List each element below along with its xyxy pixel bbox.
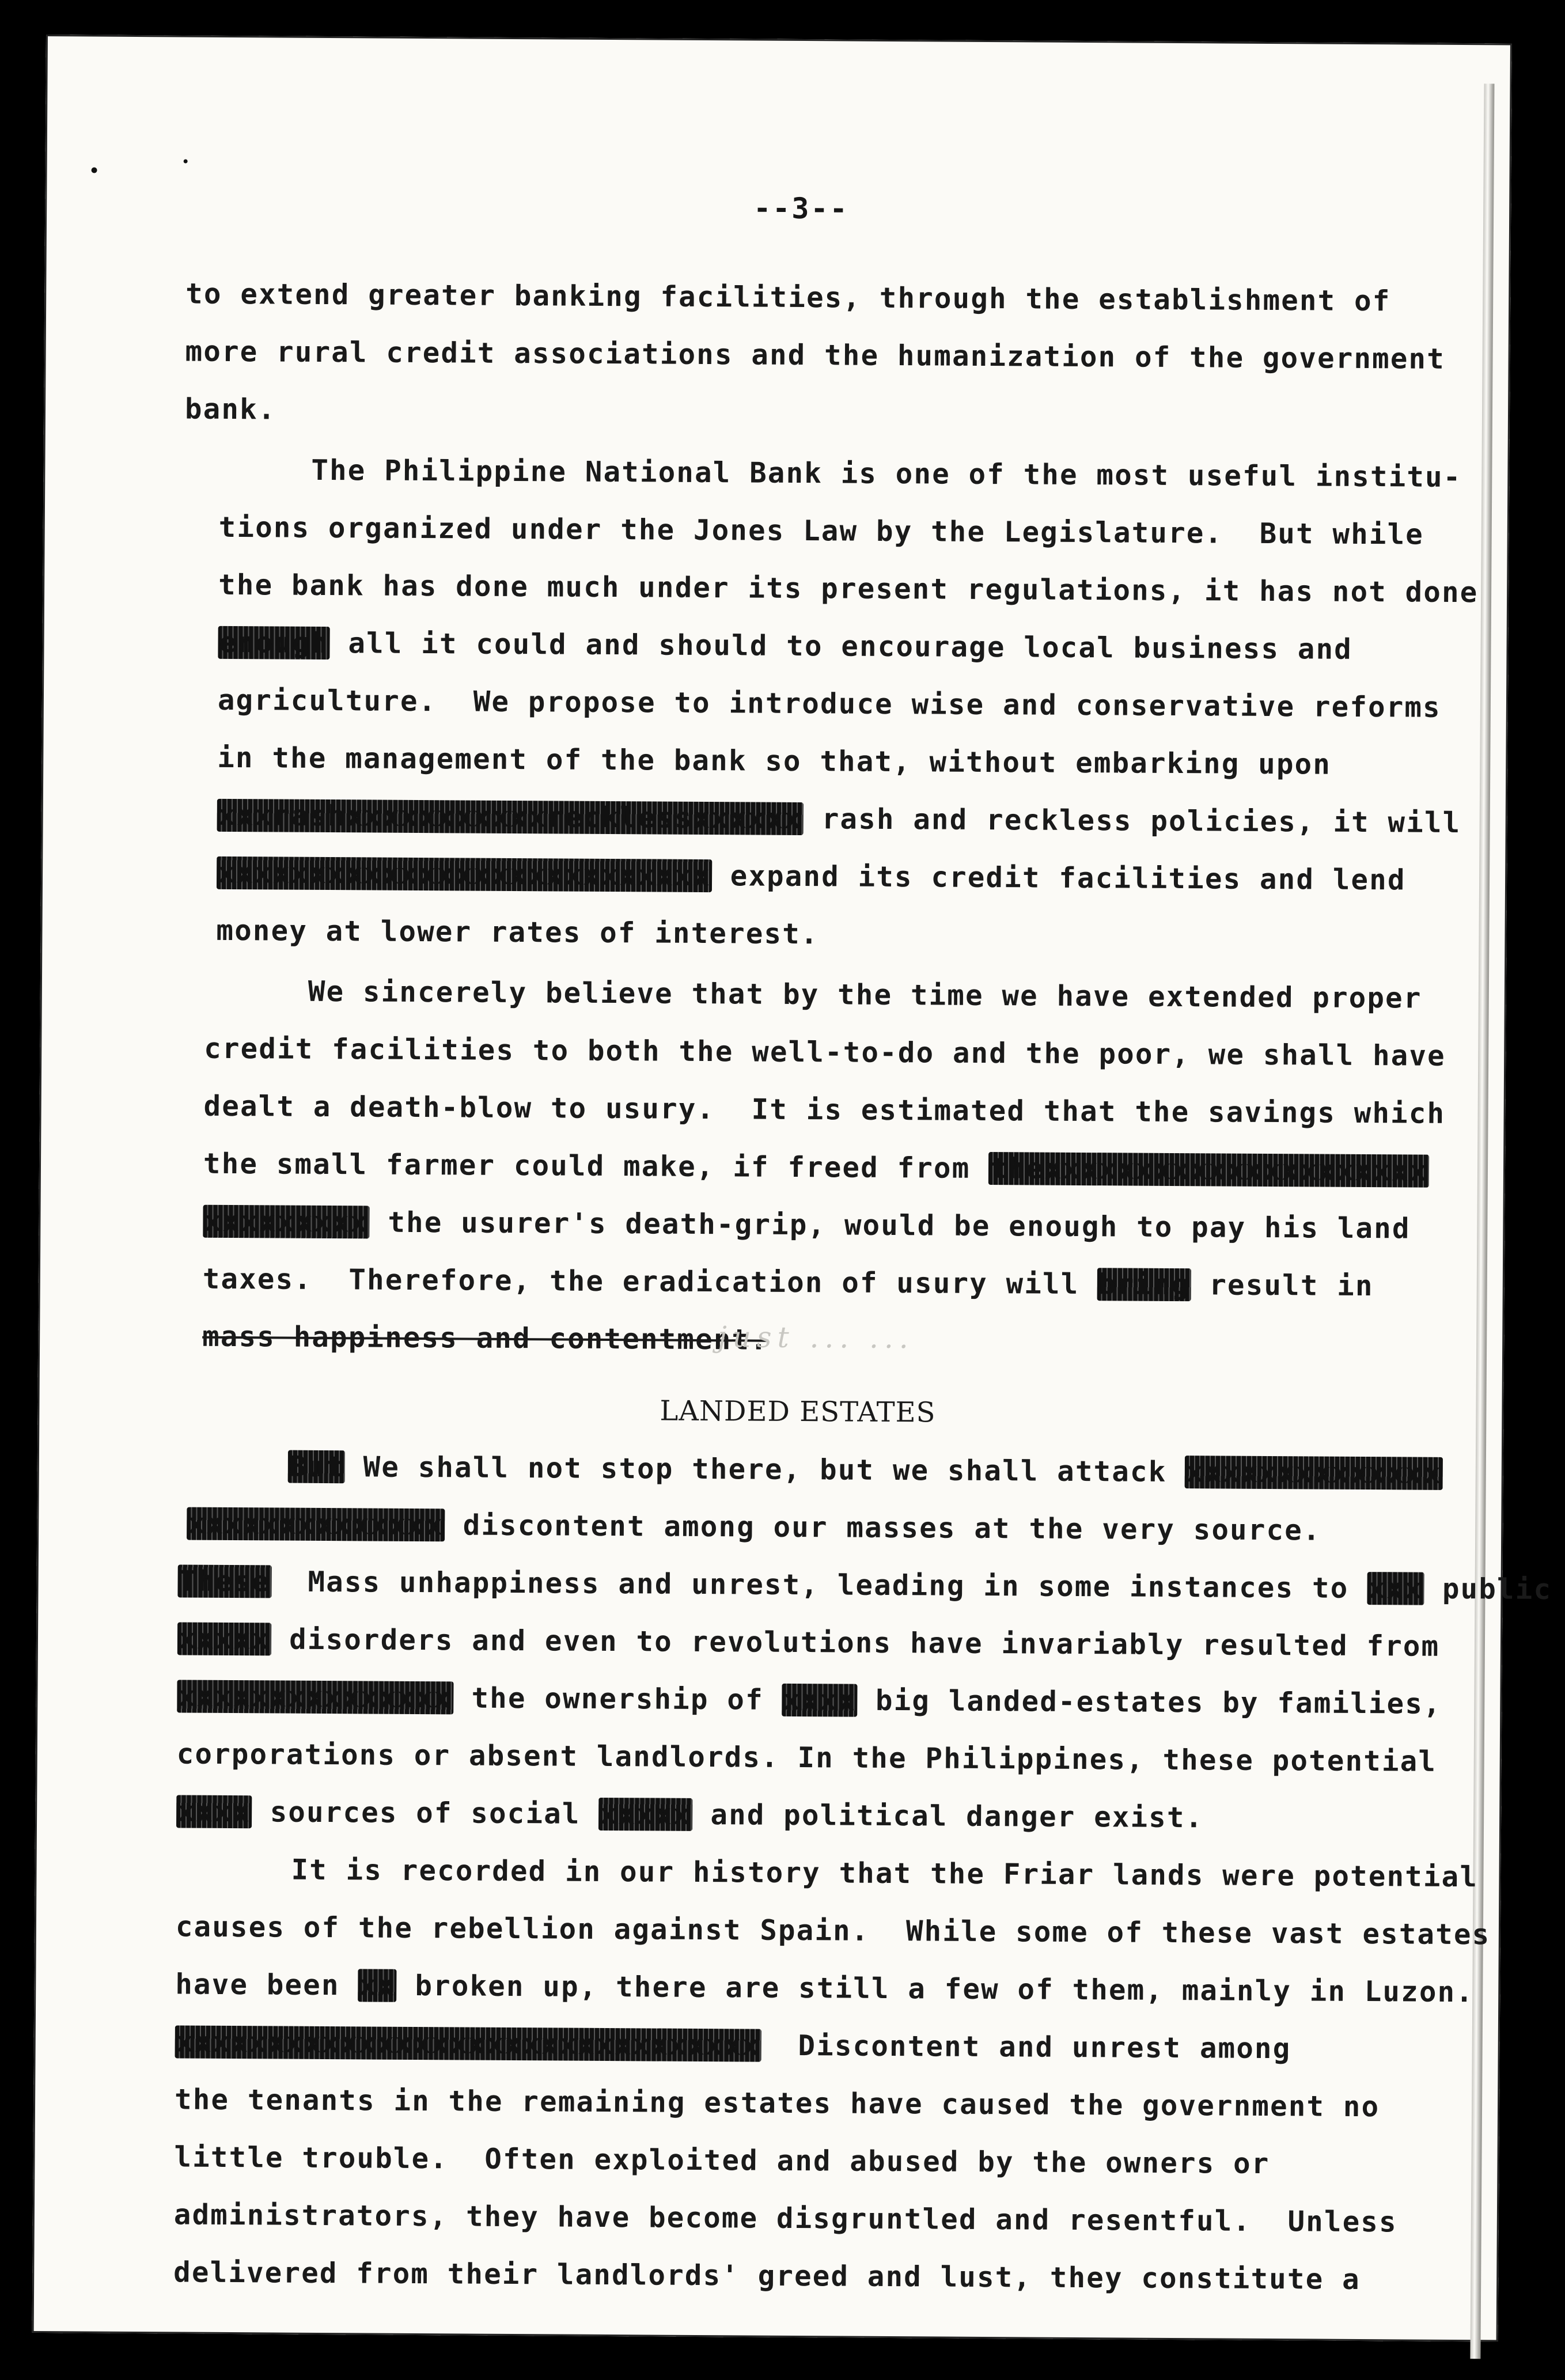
body-text: [46, 35, 1552, 2296]
text-line: the small farmer could make, if freed from thexxxxxxxxxxxxxxxxxxxxx: [203, 1147, 1428, 1188]
text-line: mass happiness and contentment.: [202, 1320, 769, 1356]
struck-text: xxxxxxxxxxxxxxxxxxxxxxxxxxxxxxxx: [176, 2025, 761, 2062]
struck-text: xxxrashxxxxxxxxxxxrecklessxxxxxx: [218, 798, 803, 836]
text-line: xxxxx disorders and even to revolutions have invariably resulted from: [178, 1622, 1440, 1663]
text-line: xxxrashxxxxxxxxxxxrecklessxxxxxx rash and reckless policies, it will: [218, 798, 1461, 840]
struck-text: xxxxx: [178, 1622, 270, 1656]
text-line: We sincerely believe that by the time we have extended proper: [308, 975, 1422, 1015]
pencil-annotation: just ... ...: [718, 1320, 914, 1355]
text-line: xxxxxxxxxxxxxxxxxxxxxxxxxxxxxxxx Discontent and unrest among: [176, 2025, 1291, 2066]
text-line: the bank has done much under its present regulations, it has not done: [218, 568, 1479, 609]
text-line: bank.: [184, 392, 276, 426]
struck-text: xxx: [1367, 1572, 1423, 1605]
struck-text: xx: [359, 1969, 396, 2002]
struck-text: xxxx: [783, 1683, 857, 1717]
text-line: enough all it could and should to encourage local business and: [219, 626, 1353, 666]
text-line: dealt a death-blow to usury. It is estimated that the savings which: [203, 1089, 1446, 1130]
text-line: corporations or absent landlords. In the Philippines, these potential: [176, 1737, 1437, 1778]
mark-dot: [92, 167, 97, 173]
text-line: xxxxxxxxxxxxxx discontent among our masses at the very source.: [188, 1507, 1321, 1547]
text-line: xxxxxxxxx the usurer's death-grip, would be enough to pay his land: [204, 1204, 1411, 1245]
text-line: little trouble. Often exploited and abused by the owners or: [174, 2140, 1270, 2181]
struck-text: xxxx: [177, 1795, 251, 1829]
text-line: to extend greater banking facilities, through the establishment of: [185, 277, 1391, 318]
mark-dot: [184, 159, 188, 163]
page-number: --3--: [753, 191, 849, 226]
text-line: administrators, they have become disgruntled and resentful. Unless: [173, 2198, 1397, 2239]
struck-text: thexxxxxxxxxxxxxxxxxxxxx: [989, 1152, 1428, 1188]
text-line: It is recorded in our history that the Friar lands were potential: [291, 1853, 1479, 1894]
struck-text: But: [289, 1450, 344, 1484]
text-line: tions organized under the Jones Law by the Legislature. But while: [218, 510, 1424, 551]
struck-text: These: [179, 1564, 271, 1598]
struck-text: xxxxxxxxxxxxxxx: [178, 1680, 453, 1715]
struck-text: xxxxxxxxxxxxxxxxxxxxxxxxxxx: [217, 856, 711, 893]
section-heading: LANDED ESTATES: [660, 1394, 936, 1429]
text-line: have been xx broken up, there are still a few of them, mainly in Luzon.: [175, 1968, 1475, 2009]
document-page: [32, 35, 1552, 2341]
text-line: in the management of the bank so that, without embarking upon: [217, 741, 1332, 781]
struck-text: xxxxxxxxxxxxxx: [1185, 1456, 1442, 1490]
struck-text: xxxxxxxxx: [204, 1204, 369, 1239]
text-line: delivered from their landlords' greed and lust, they constitute a: [173, 2256, 1361, 2296]
text-line: causes of the rebellion against Spain. While some of these vast estates: [175, 1910, 1491, 1951]
text-line: more rural credit associations and the humanization of the government: [185, 335, 1446, 376]
text-line: xxxxxxxxxxxxxxxxxxxxxxxxxxx expand its credit facilities and lend: [217, 856, 1406, 897]
struck-text: bring: [1098, 1268, 1190, 1302]
text-line: money at lower rates of interest.: [216, 914, 819, 951]
text-line: xxxxxxxxxxxxxxx the ownership of xxxx big landed-estates by families,: [178, 1680, 1442, 1720]
text-line: But We shall not stop there, but we shall attack xxxxxxxxxxxxxx: [289, 1450, 1442, 1490]
page-edge: [1470, 84, 1494, 2359]
text-line: agriculture. We propose to introduce wise and conservative reforms: [217, 683, 1442, 724]
struck-text: xxxxx: [600, 1797, 691, 1831]
text-line: credit facilities to both the well-to-do and the poor, we shall have: [204, 1032, 1446, 1072]
text-line: the tenants in the remaining estates have caused the government no: [174, 2083, 1380, 2124]
text-line: The Philippine National Bank is one of the most useful institu-: [311, 453, 1462, 494]
struck-text: enough: [219, 626, 329, 660]
struck-text: xxxxxxxxxxxxxx: [188, 1507, 444, 1542]
text-line: taxes. Therefore, the eradication of usury will bring result in: [202, 1262, 1374, 1303]
text-line: xxxx sources of social xxxxx and political danger exist.: [177, 1795, 1204, 1835]
text-line: These Mass unhappiness and unrest, leading in some instances to xxx public: [179, 1564, 1552, 1606]
